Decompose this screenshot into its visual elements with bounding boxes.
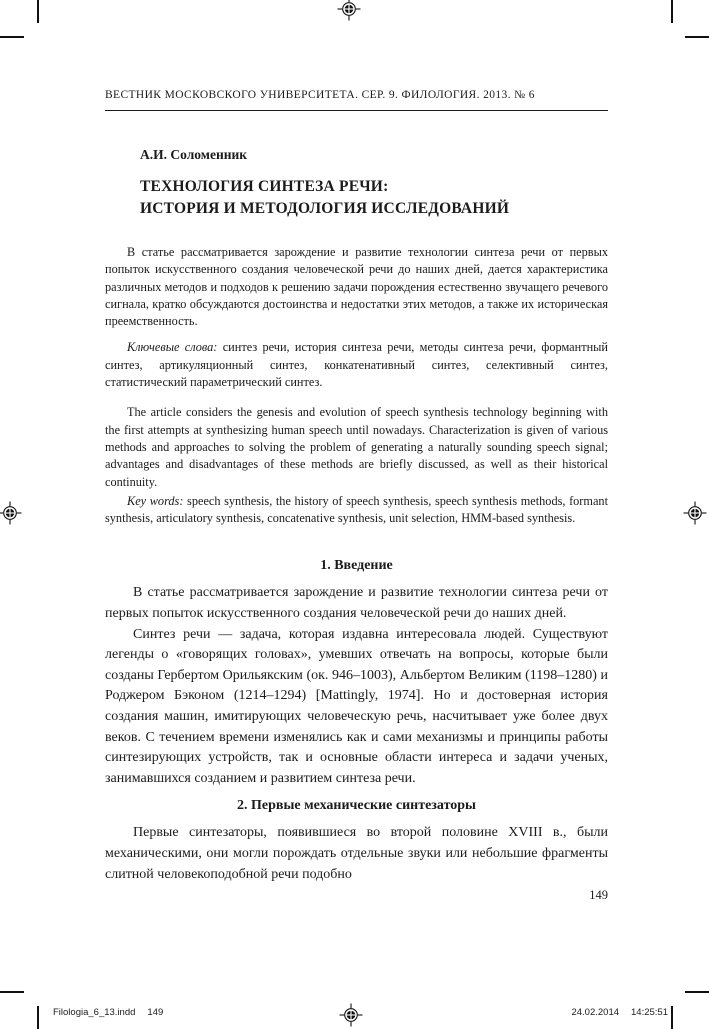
article-column xyxy=(105,0,608,903)
section-1-paragraph-2: Синтез речи — задача, которая издавна интересовала людей. Существуют легенды о «говорящих головах», умевших отвечать на вопросы, которые были созданы Гербертом Орильякским (ок. 946–1003), Альбертом Великим (1198–1280) и Роджером Бэконом (1214–1294) [Mattingly, 1974]. Но и достоверная история создания машин, имитирующих человеческую речь, насчитывает уже более двух веков. С течением времени изменялись как и сами механизмы и принципы работы синтезирующих устройств, так и основные области интереса и задачи ученых, занимавшихся созданием и развитием синтеза речи. xyxy=(105,626,608,786)
crop-mark xyxy=(685,36,709,38)
section-2-heading: 2. Первые механические синтезаторы xyxy=(237,798,476,814)
article-title-line1: ТЕХНОЛОГИЯ СИНТЕЗА РЕЧИ: xyxy=(140,178,389,195)
author-name: А.И. Соломенник xyxy=(140,147,248,162)
article-title xyxy=(140,176,608,220)
keywords-russian-list: синтез речи, история синтеза речи, методы синтеза речи, формантный синтез, артикуляционный синтез, конкатенативный синтез, селективный синтез, статистический параметрический синтез. xyxy=(105,340,608,390)
registration-mark-icon xyxy=(0,501,22,525)
keywords-english-label: Key words: xyxy=(127,493,184,508)
keywords-english-list: speech synthesis, the history of speech synthesis, speech synthesis methods, formant synthesis, articulatory synthesis, concatenative synthesis, unit selection, HMM-based synthesis. xyxy=(105,493,608,526)
footer-datetime-slug xyxy=(571,1007,668,1018)
footer-date: 24.02.2014 xyxy=(571,1007,620,1018)
keywords-english xyxy=(105,493,608,528)
footer-file-page: 149 xyxy=(147,1007,164,1018)
keywords-russian-label: Ключевые слова: xyxy=(127,340,218,355)
footer-file-slug xyxy=(53,1007,163,1018)
crop-mark xyxy=(685,991,709,993)
section-2-paragraph-1: Первые синтезаторы, появившиеся во второй половине XVIII в., были механическими, они могли порождать отдельные звуки или небольшие фрагменты слитной человекоподобной речи подобно xyxy=(105,825,608,882)
crop-mark xyxy=(0,991,24,993)
section-1-paragraph-1: В статье рассматривается зарождение и развитие технологии синтеза речи от первых попыток искусственного создания человеческой речи до наших дней. xyxy=(105,585,608,622)
keywords-russian xyxy=(105,339,608,391)
crop-mark xyxy=(37,0,39,23)
section-1-heading: 1. Введение xyxy=(320,558,393,574)
journal-running-head: ВЕСТНИК МОСКОВСКОГО УНИВЕРСИТЕТА. СЕР. 9. ФИЛОЛОГИЯ. 2013. № 6 xyxy=(105,89,608,111)
footer-time: 14:25:51 xyxy=(631,1007,668,1018)
abstract-russian: В статье рассматривается зарождение и развитие технологии синтеза речи от первых попыток искусственного создания человеческой речи до наших дней, дается характеристика различных методов и подходов к решению задачи порождения естественно звучащего речевого сигнала, кратко обсуждаются достоинства и недостатки этих методов, а также их историческая преемственность. xyxy=(105,245,608,329)
page-number: 149 xyxy=(589,888,608,903)
crop-mark xyxy=(671,0,673,23)
registration-mark-icon xyxy=(339,1003,363,1027)
crop-mark xyxy=(0,36,24,38)
abstract-english: The article considers the genesis and evolution of speech synthesis technology beginning with the first attempts at synthesizing human speech until nowadays. Characterization is given of various methods and approaches to solving the problem of generating a naturally sounding speech signal; advantages and disadvantages of these methods are briefly discussed, as well as their historical continuity. xyxy=(105,405,608,489)
footer-file-name: Filologia_6_13.indd xyxy=(53,1007,136,1018)
article-title-line2: ИСТОРИЯ И МЕТОДОЛОГИЯ ИССЛЕДОВАНИЙ xyxy=(140,200,510,217)
crop-mark xyxy=(671,1006,673,1029)
registration-mark-icon xyxy=(683,501,707,525)
crop-mark xyxy=(37,1006,39,1029)
